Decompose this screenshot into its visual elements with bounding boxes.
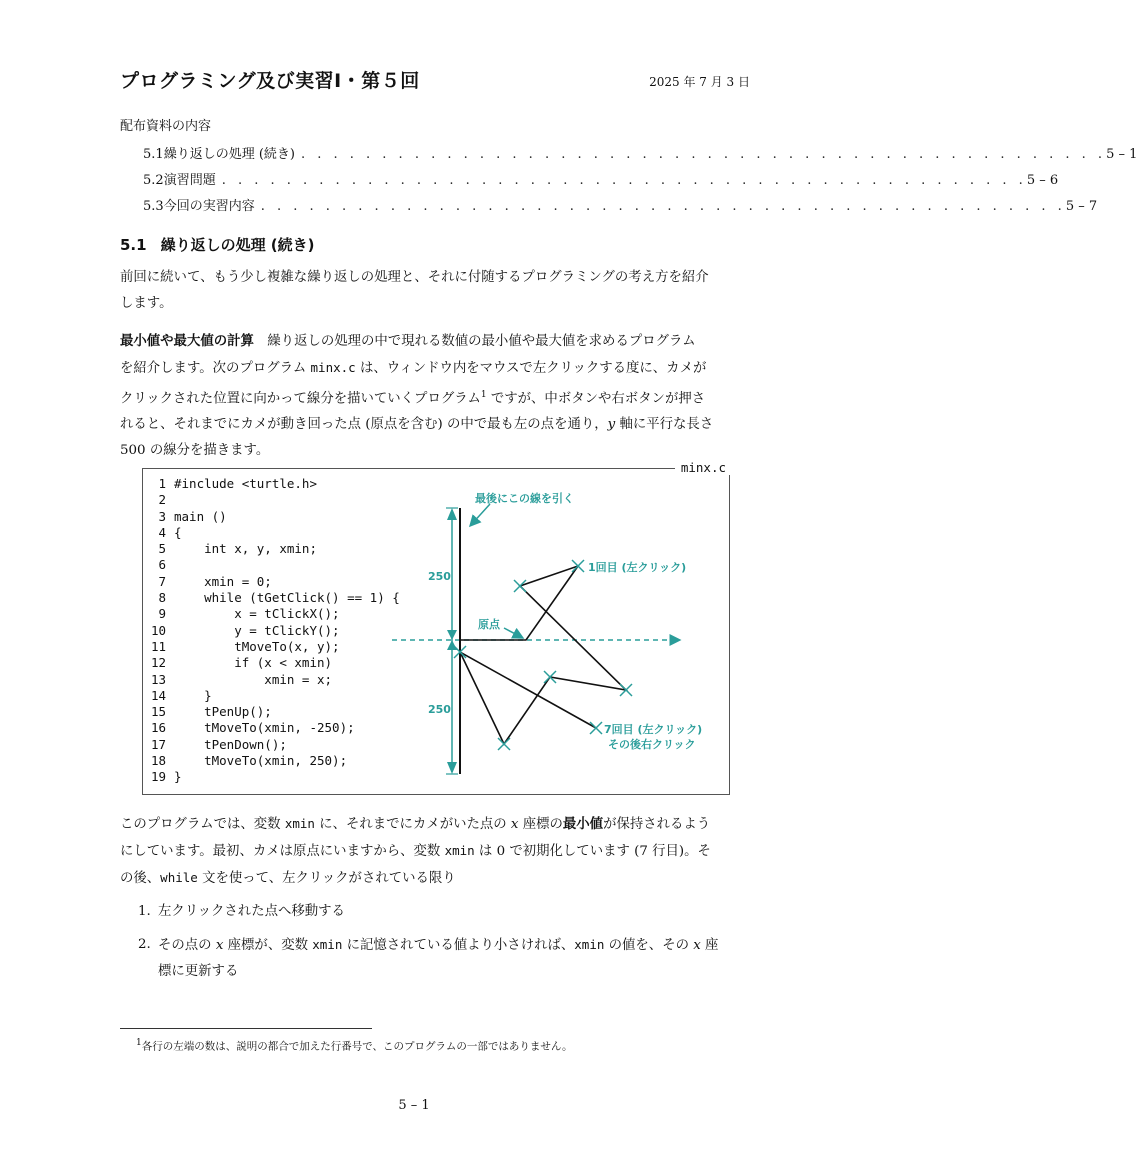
list-number: 2.	[138, 937, 151, 952]
label-seventh-click: 7回目 (左クリック)	[604, 723, 703, 736]
toc-number: 5.1	[143, 147, 164, 162]
text-run: ですが、中ボタンや右ボタンが押さ	[486, 391, 706, 407]
code-line	[150, 737, 400, 753]
footnote-mark[interactable]: 1	[480, 390, 487, 400]
text-run: 座標が、変数	[223, 938, 313, 953]
explanation-paragraph	[120, 811, 750, 892]
label-250-top: 250	[428, 570, 451, 583]
section-heading	[120, 234, 315, 255]
text-run: クリックされた位置に向かって線分を描いていくプログラム	[120, 391, 481, 407]
turtle-path	[460, 566, 626, 744]
code-text: xmin = 0;	[174, 573, 272, 589]
toc-number: 5.2	[143, 173, 164, 188]
line-number: 2	[158, 492, 166, 508]
minmax-paragraph	[120, 329, 750, 464]
text-run: 座標の	[518, 817, 563, 832]
code-line	[150, 541, 400, 557]
code-line	[150, 753, 400, 769]
text-run: の値を、その	[604, 938, 694, 953]
section-number: 5.1	[120, 236, 147, 254]
line-number: 8	[158, 590, 166, 606]
code-text: y = tClickY();	[174, 622, 340, 638]
inline-code: xmin	[574, 937, 605, 952]
line-number: 15	[150, 704, 166, 720]
code-text: }	[174, 769, 182, 785]
code-line	[150, 672, 400, 688]
page-title: プログラミング及び実習Ⅰ・第５回	[120, 70, 420, 92]
inline-code: minx.c	[310, 360, 356, 375]
section-title: 繰り返しの処理 (続き)	[160, 236, 315, 254]
code-text: {	[174, 524, 182, 540]
code-text: main ()	[174, 508, 227, 524]
line-number: 14	[150, 687, 166, 703]
text-run: 座	[700, 938, 719, 953]
code-text: x = tClickX();	[174, 606, 340, 622]
math-var: x	[215, 938, 224, 953]
toc-entry[interactable]	[143, 169, 1059, 188]
text-run: 標に更新する	[158, 964, 239, 979]
text-run: 繰り返しの処理の中で現れる数値の最小値や最大値を求めるプログラム	[253, 334, 696, 349]
math-var: x	[510, 817, 519, 832]
code-text: xmin = x;	[174, 671, 333, 687]
label-250-bottom: 250	[428, 703, 451, 716]
footnote	[136, 1038, 573, 1054]
code-line	[150, 606, 400, 622]
code-text: tMoveTo(xmin, 250);	[174, 753, 348, 769]
list-text: 左クリックされた点へ移動する	[158, 904, 345, 919]
code-text: int x, y, xmin;	[174, 541, 317, 557]
toc-page: 5 – 7	[1065, 199, 1098, 214]
text-run: は、ウィンドウ内をマウスで左クリックする度に、カメが	[355, 361, 707, 376]
footnote-rule	[120, 1028, 372, 1029]
text-run: を紹介します。次のプログラム	[120, 361, 311, 376]
bold-term: 最小値	[562, 817, 604, 832]
code-text: tPenDown();	[174, 736, 287, 752]
line-number: 16	[150, 720, 166, 736]
line-number: 10	[150, 622, 166, 638]
line-number: 3	[158, 508, 166, 524]
code-line	[150, 557, 400, 573]
page-number: 5 – 1	[398, 1098, 430, 1113]
toc-number: 5.3	[143, 199, 164, 214]
list-text	[158, 932, 750, 985]
math-var: y	[607, 417, 616, 433]
text-run: 軸に平行な長さ	[615, 417, 714, 433]
text-run: 500 の線分を描きます。	[120, 443, 270, 459]
code-text: tPenUp();	[174, 704, 272, 720]
label-first-click: 1回目 (左クリック)	[588, 561, 687, 574]
code-line	[150, 769, 400, 785]
code-line	[150, 492, 400, 508]
code-line	[150, 574, 400, 590]
list-number: 1.	[138, 904, 151, 919]
text-run: の後、	[120, 871, 161, 886]
line-number: 13	[150, 671, 166, 687]
line-number: 18	[150, 753, 166, 769]
code-text: #include <turtle.h>	[174, 476, 317, 491]
contents-heading: 配布資料の内容	[120, 119, 212, 134]
toc-leader: . . . . . . . . . . . . . . . . . . . . . . . . . . . . . . . . . . . . . . . . . . . . . . . . . .	[221, 173, 1027, 188]
text-run: にしています。最初、カメは原点にいますから、変数	[120, 844, 445, 859]
label-origin: 原点	[478, 618, 500, 631]
inline-code: xmin	[444, 843, 475, 858]
code-line	[150, 476, 400, 492]
toc-title: 繰り返しの処理 (続き)	[163, 147, 295, 162]
text-run: は 0 で初期化しています (7 行目)。そ	[474, 844, 711, 859]
line-number: 7	[158, 573, 166, 589]
code-line	[150, 655, 400, 671]
line-number: 4	[158, 524, 166, 540]
math-var: x	[693, 938, 701, 953]
program-filename: minx.c	[675, 460, 732, 475]
line-number: 19	[150, 769, 166, 785]
line-number: 5	[158, 541, 166, 557]
toc-page: 5 – 1	[1106, 147, 1137, 162]
list-item	[138, 899, 750, 925]
intro-paragraph	[120, 265, 750, 317]
code-line	[150, 704, 400, 720]
footnote-text: 各行の左端の数は、説明の都合で加えた行番号で、このプログラムの一部ではありません。	[141, 1040, 573, 1053]
text-run: に、それまでにカメがいた点の	[314, 817, 511, 832]
text-run: が保持されるよう	[603, 817, 711, 832]
code-text: if (x < xmin)	[174, 655, 333, 671]
code-line	[150, 623, 400, 639]
text-run: れると、それまでにカメが動き回った点 (原点を含む) の中で最も左の点を通り，	[120, 417, 608, 433]
line-number: 12	[150, 655, 166, 671]
page-date: 2025 年 7 月 3 日	[649, 75, 750, 89]
code-line	[150, 590, 400, 606]
code-text: }	[174, 687, 212, 703]
intro-line: 前回に続いて、もう少し複雑な繰り返しの処理と、それに付随するプログラミングの考え方を紹介	[120, 270, 709, 285]
program-code	[150, 476, 400, 786]
toc-entry[interactable]	[143, 195, 1098, 214]
text-run: に記憶されている値より小さければ、	[342, 938, 575, 953]
label-right-click: その後右クリック	[608, 738, 696, 751]
code-line	[150, 509, 400, 525]
list-item	[138, 932, 750, 984]
text-run: その点の	[158, 938, 216, 953]
line-number: 11	[150, 638, 166, 654]
inline-code: xmin	[312, 937, 343, 952]
code-text: tMoveTo(xmin, -250);	[174, 720, 355, 736]
code-line	[150, 720, 400, 736]
line-number: 6	[158, 557, 166, 573]
toc-leader: . . . . . . . . . . . . . . . . . . . . . . . . . . . . . . . . . . . . . . . . . . . . . . . . . .	[260, 199, 1066, 214]
toc-entry[interactable]	[143, 143, 1137, 162]
toc-page: 5 – 6	[1026, 173, 1059, 188]
text-run: 文を使って、左クリックがされている限り	[197, 871, 456, 886]
footnote-number: 1	[136, 1038, 142, 1048]
line-number: 17	[150, 736, 166, 752]
toc-leader: . . . . . . . . . . . . . . . . . . . . . . . . . . . . . . . . . . . . . . . . . . . . . . . . . .	[300, 147, 1107, 162]
inline-code: while	[160, 870, 198, 885]
click-markers	[454, 560, 632, 750]
paragraph-lead: 最小値や最大値の計算	[120, 334, 254, 349]
toc-title: 今回の実習内容	[163, 199, 255, 214]
toc-title: 演習問題	[163, 173, 216, 188]
code-text: while (tGetClick() == 1) {	[174, 590, 400, 606]
label-draw-line: 最後にこの線を引く	[475, 492, 574, 505]
line-number: 9	[158, 606, 166, 622]
code-line	[150, 688, 400, 704]
code-text: tMoveTo(x, y);	[174, 638, 340, 654]
inline-code: xmin	[284, 816, 315, 831]
text-run: このプログラムでは、変数	[120, 817, 285, 832]
code-line	[150, 525, 400, 541]
line-number: 1	[158, 476, 166, 491]
intro-line: します。	[120, 296, 173, 311]
turtle-path-diagram	[380, 480, 720, 785]
code-line	[150, 639, 400, 655]
